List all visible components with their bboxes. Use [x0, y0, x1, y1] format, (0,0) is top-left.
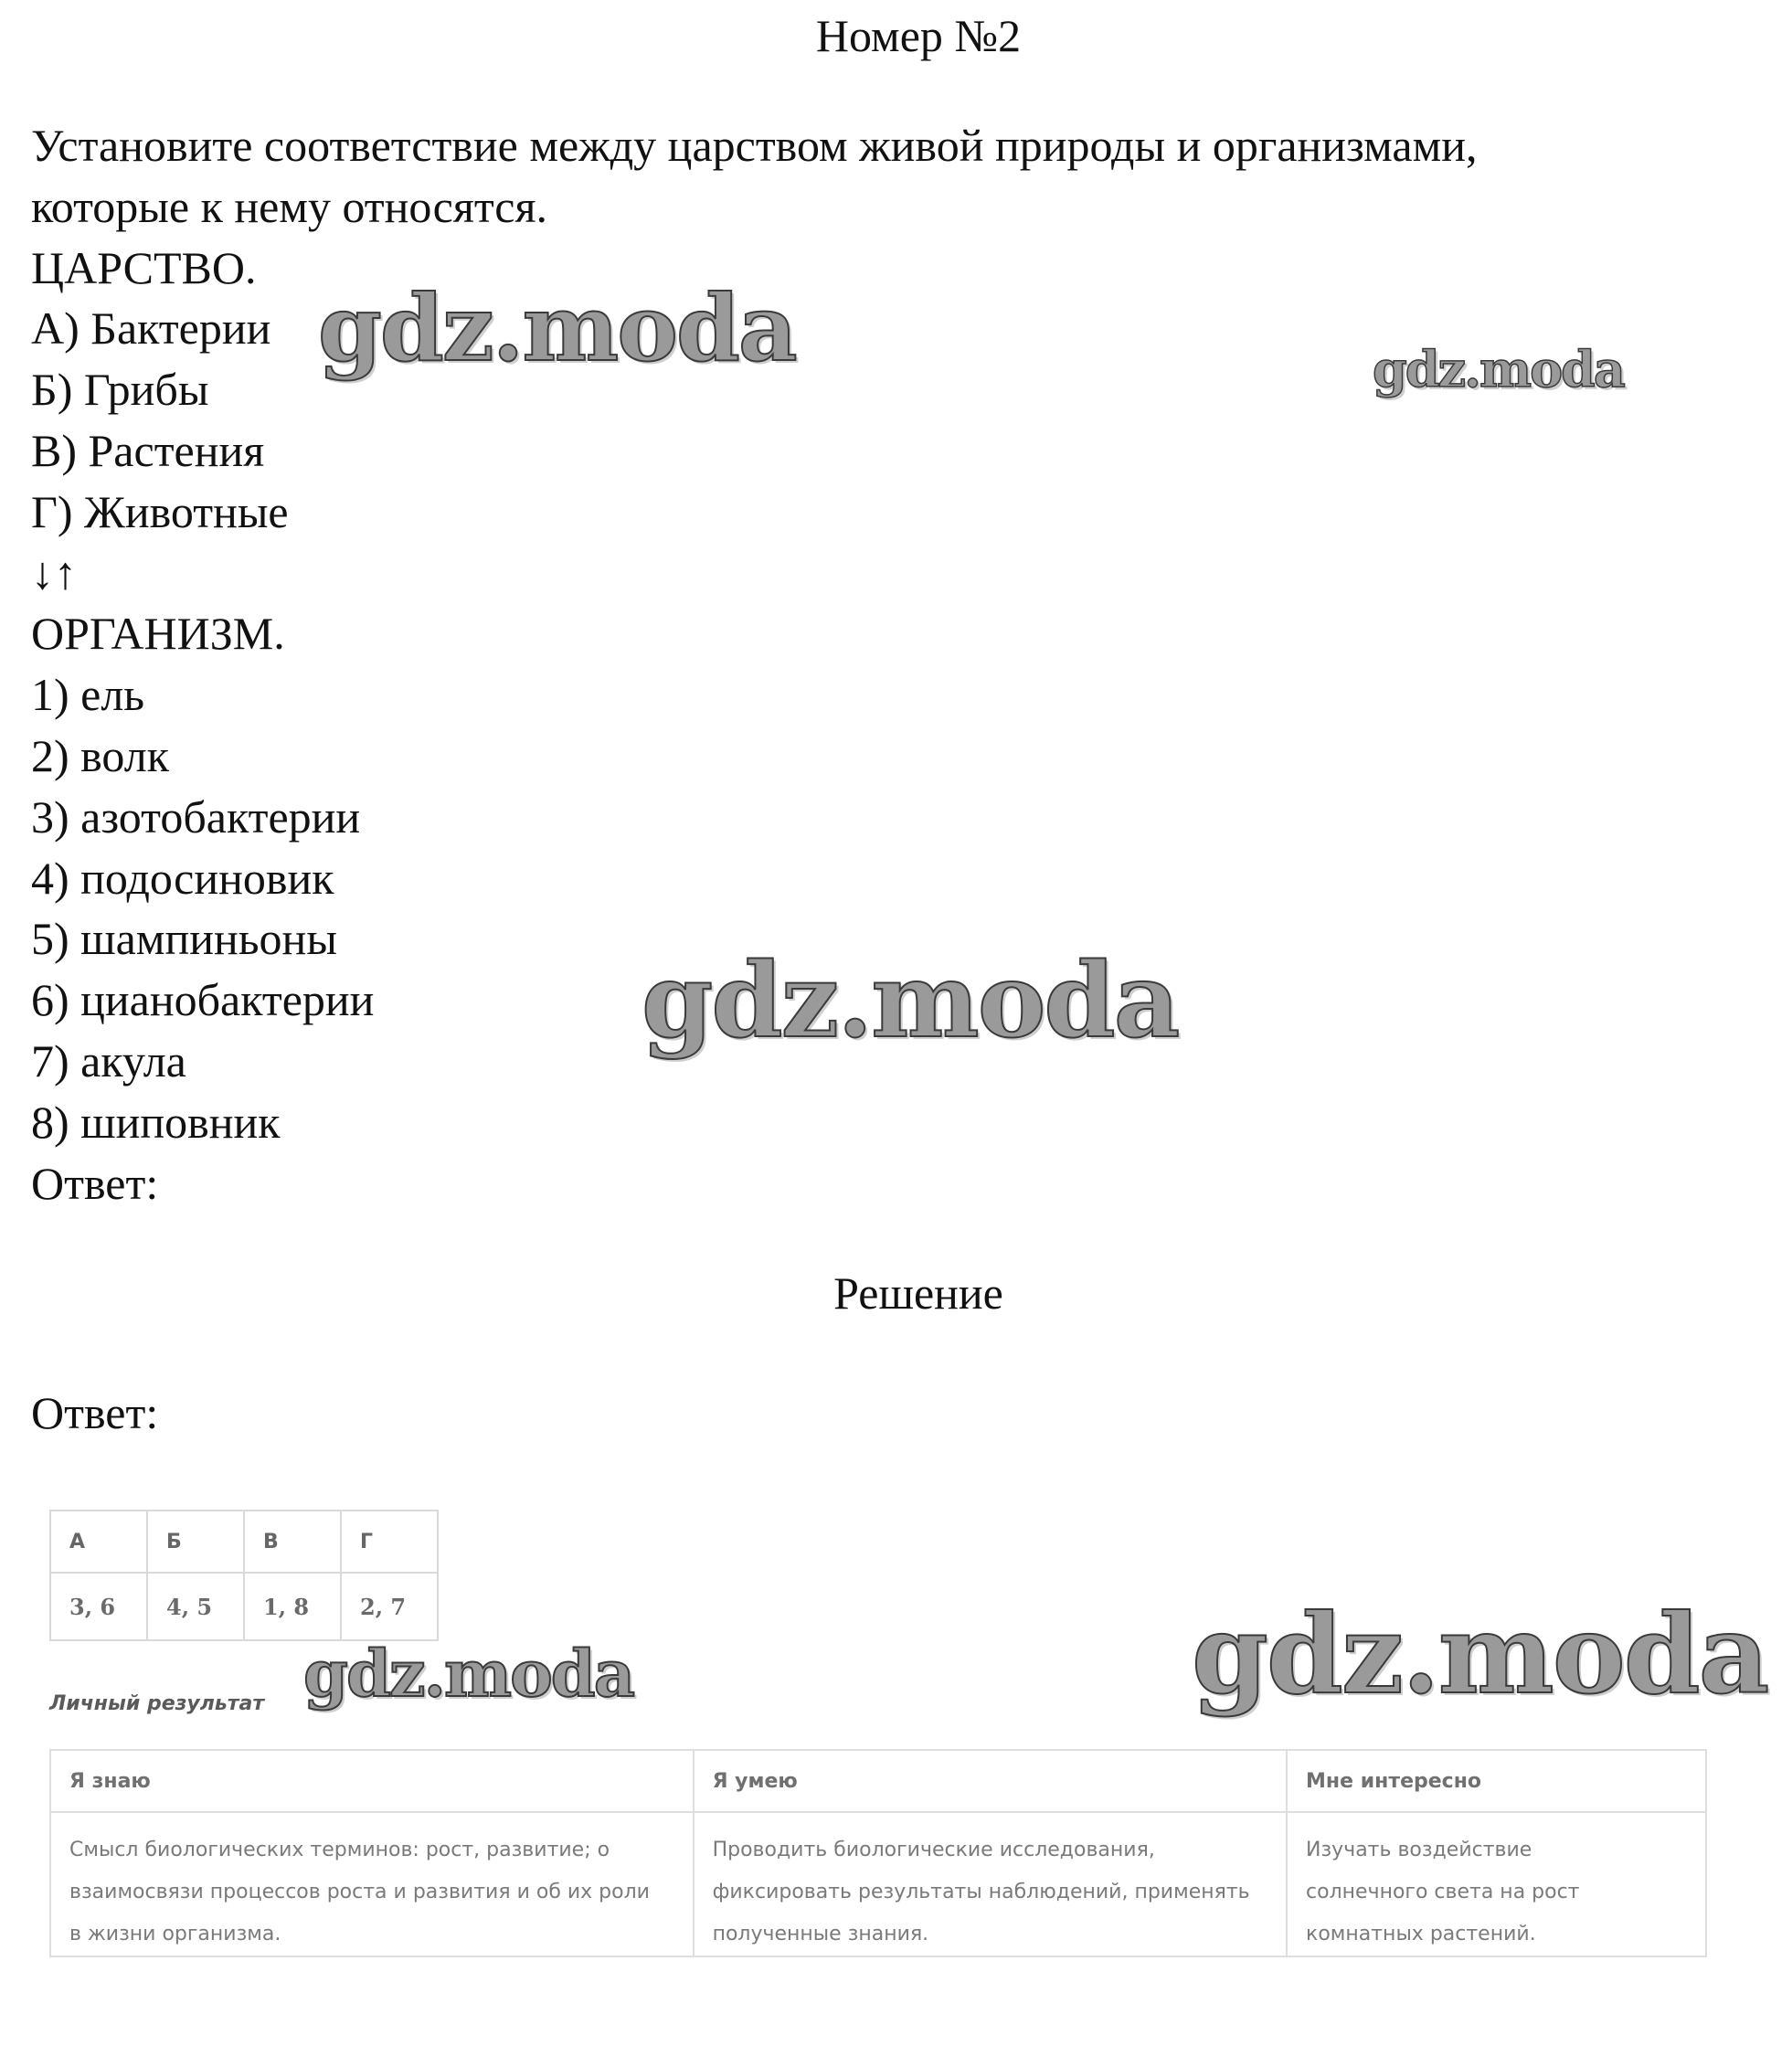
kingdom-item: А) Бактерии — [31, 302, 271, 355]
results-header-row — [50, 1750, 1706, 1812]
kingdom-header: ЦАРСТВО. — [31, 241, 257, 293]
organism-item: 1) ель — [31, 669, 145, 721]
answer-header-cell: А — [50, 1511, 147, 1573]
organism-item: 4) подосиновик — [31, 852, 334, 904]
cell-line: в жизни организма. — [69, 1923, 281, 1945]
answer-value-cell: 1, 8 — [244, 1573, 341, 1640]
watermark: gdz.moda — [1373, 340, 1624, 398]
results-cell-know — [50, 1812, 694, 1956]
kingdom-item: Б) Грибы — [31, 364, 209, 416]
organism-item: 2) волк — [31, 729, 170, 781]
question-line-1: Установите соответствие между царством живой природы и организмами, — [31, 120, 1478, 171]
results-cell-interest — [1287, 1812, 1706, 1956]
kingdom-item: В) Растения — [31, 424, 265, 476]
results-header-cell: Я умею — [694, 1750, 1287, 1812]
cell-line: Смысл биологических терминов: рост, развитие; о — [69, 1839, 610, 1861]
watermark: gdz.moda — [1192, 1590, 1768, 1719]
kingdom-item: Г) Животные — [31, 485, 289, 537]
watermark: gdz.moda — [303, 1636, 634, 1712]
organism-item: 3) азотобактерии — [31, 790, 361, 843]
organism-item: 8) шиповник — [31, 1096, 281, 1148]
answer-header-cell: Б — [147, 1511, 244, 1573]
question-line-2: которые к нему относятся. — [31, 180, 547, 232]
cell-line: Изучать воздействие — [1306, 1839, 1532, 1861]
answer-table-header-row — [50, 1511, 438, 1573]
page-title: Номер №2 — [815, 10, 1022, 61]
results-body-row — [50, 1812, 1706, 1956]
personal-result-caption: Личный результат — [49, 1692, 265, 1715]
answer-table — [49, 1510, 439, 1641]
answer-header-cell: Г — [341, 1511, 438, 1573]
task-answer-label: Ответ: — [31, 1157, 159, 1209]
cell-line: фиксировать результаты наблюдений, применять — [712, 1881, 1250, 1903]
cell-line: солнечного света на рост — [1306, 1881, 1580, 1903]
watermark: gdz.moda — [642, 941, 1179, 1061]
organism-item: 6) цианобактерии — [31, 974, 375, 1026]
answer-value-cell: 2, 7 — [341, 1573, 438, 1640]
results-header-cell: Я знаю — [50, 1750, 694, 1812]
arrows-symbol: ↓↑ — [31, 546, 77, 599]
cell-line: взаимосвязи процессов роста и развития и об их роли — [69, 1881, 650, 1903]
cell-line: полученные знания. — [712, 1923, 929, 1945]
answer-value-cell: 4, 5 — [147, 1573, 244, 1640]
answer-value-cell: 3, 6 — [50, 1573, 147, 1640]
answer-table-values-row — [50, 1573, 438, 1640]
organism-item: 5) шампиньоны — [31, 913, 337, 965]
solution-answer-label: Ответ: — [31, 1387, 159, 1438]
results-header-cell: Мне интересно — [1287, 1750, 1706, 1812]
cell-line: Проводить биологические исследования, — [712, 1839, 1155, 1861]
organism-item: 7) акула — [31, 1034, 186, 1087]
answer-header-cell: В — [244, 1511, 341, 1573]
solution-title: Решение — [833, 1267, 1003, 1319]
personal-result-table — [49, 1749, 1707, 1957]
organism-header: ОРГАНИЗМ. — [31, 608, 285, 660]
cell-line: комнатных растений. — [1306, 1923, 1536, 1945]
watermark: gdz.moda — [318, 274, 796, 382]
results-cell-can — [694, 1812, 1287, 1956]
